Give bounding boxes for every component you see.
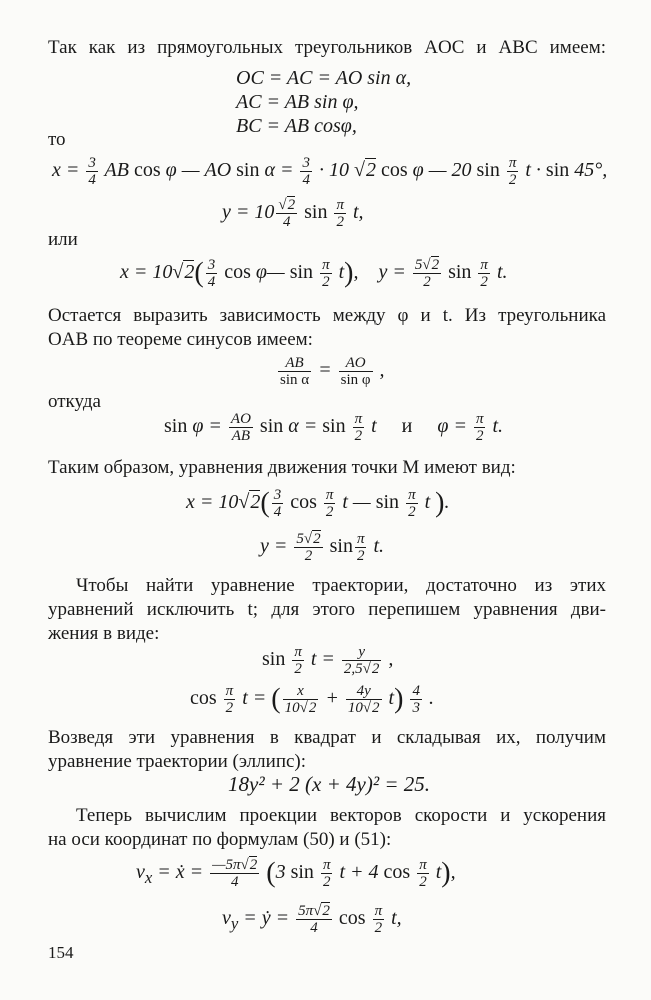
paragraph-line: на оси координат по формулам (50) и (51): <box>48 829 392 850</box>
paragraph-line: Таким образом, уравнения движения точки M имеют вид: <box>48 457 516 478</box>
word-to: то <box>48 129 66 150</box>
page-number: 154 <box>48 943 74 962</box>
word-ili: или <box>48 229 78 250</box>
equation-sin-phi: sin φ = $\frac{AO}{AB}$ sin α = sin $\frac{\pi}{2}$ t и φ = $\frac{\pi}{2}$ t. <box>164 410 504 444</box>
motion-equation-y: y = $\frac{5√2}{2}$ sin $\frac{\pi}{2}$ t. <box>260 530 385 564</box>
paragraph-line: жения в виде: <box>48 623 160 644</box>
trajectory-equation: 18y² + 2 (x + 4y)² = 25. <box>228 772 431 796</box>
sine-theorem-equation: $\frac{AB}{\text{sin α}}$ = $\frac{AO}{\text{sin φ}}$ , <box>280 354 385 388</box>
velocity-vy-equation: $v_y$ = ẏ = $\frac{5\pi√2}{4}$ cos $\frac{\pi}{2}$ t, <box>222 902 402 936</box>
equation-bc: BC = AB cosφ, <box>236 115 357 137</box>
paragraph-line: Так как из прямоугольных треугольников AOC и ABC имеем: <box>48 37 606 58</box>
rewritten-equation-cos: cos $\frac{\pi}{2}$ t = ( $\frac{x}{10√2}$ + $\frac{4y}{10√2}$ t) $\frac{4}{3}$ . <box>190 682 434 716</box>
rewritten-equation-sin: sin $\frac{\pi}{2}$ t = $\frac{y}{2,5√2}$ , <box>262 643 394 677</box>
motion-equation-x: x = 10√2( $\frac{3}{4}$ cos $\frac{\pi}{2}$ t — sin $\frac{\pi}{2}$ t ). <box>186 486 450 520</box>
paragraph-line: Остается выразить зависимость между φ и t. Из треугольника <box>48 305 606 326</box>
equation-x: x = $\frac{3}{4}$ AB cos φ — AO sin α = $\frac{3}{4}$ · 10 √2 cos φ — 20 sin $\frac{\pi}{2}$ t · sin 45°, <box>52 154 608 188</box>
paragraph-line: уравнение траектории (эллипс): <box>48 751 307 772</box>
paragraph-line: OAB по теореме синусов имеем: <box>48 329 313 350</box>
word-otkuda: откуда <box>48 391 101 412</box>
equation-x-y-combined: x = 10√2( $\frac{3}{4}$ cos φ— sin $\frac{\pi}{2}$ t), y = $\frac{5√2}{2}$ sin $\frac{\pi}{2}$ t. <box>120 256 508 290</box>
paragraph-line: уравнений исключить t; для этого перепишем уравнения дви- <box>48 599 606 620</box>
equation-ac: AC = AB sin φ, <box>236 91 359 113</box>
equation-y: y = 10 $\frac{√2}{4}$ sin $\frac{\pi}{2}$ t, <box>222 196 364 230</box>
paragraph-line: Чтобы найти уравнение траектории, достаточно из этих <box>76 575 606 596</box>
velocity-vx-equation: $v_x$ = ẋ = $\frac{—5\pi√2}{4}$ (3 sin $\frac{\pi}{2}$ t + 4 cos $\frac{\pi}{2}$ t), <box>136 856 456 890</box>
equation-oc: OC = AC = AO sin α, <box>236 67 412 89</box>
paragraph-line: Возведя эти уравнения в квадрат и складывая их, получим <box>48 727 606 748</box>
paragraph-line: Теперь вычислим проекции векторов скорости и ускорения <box>76 805 606 826</box>
